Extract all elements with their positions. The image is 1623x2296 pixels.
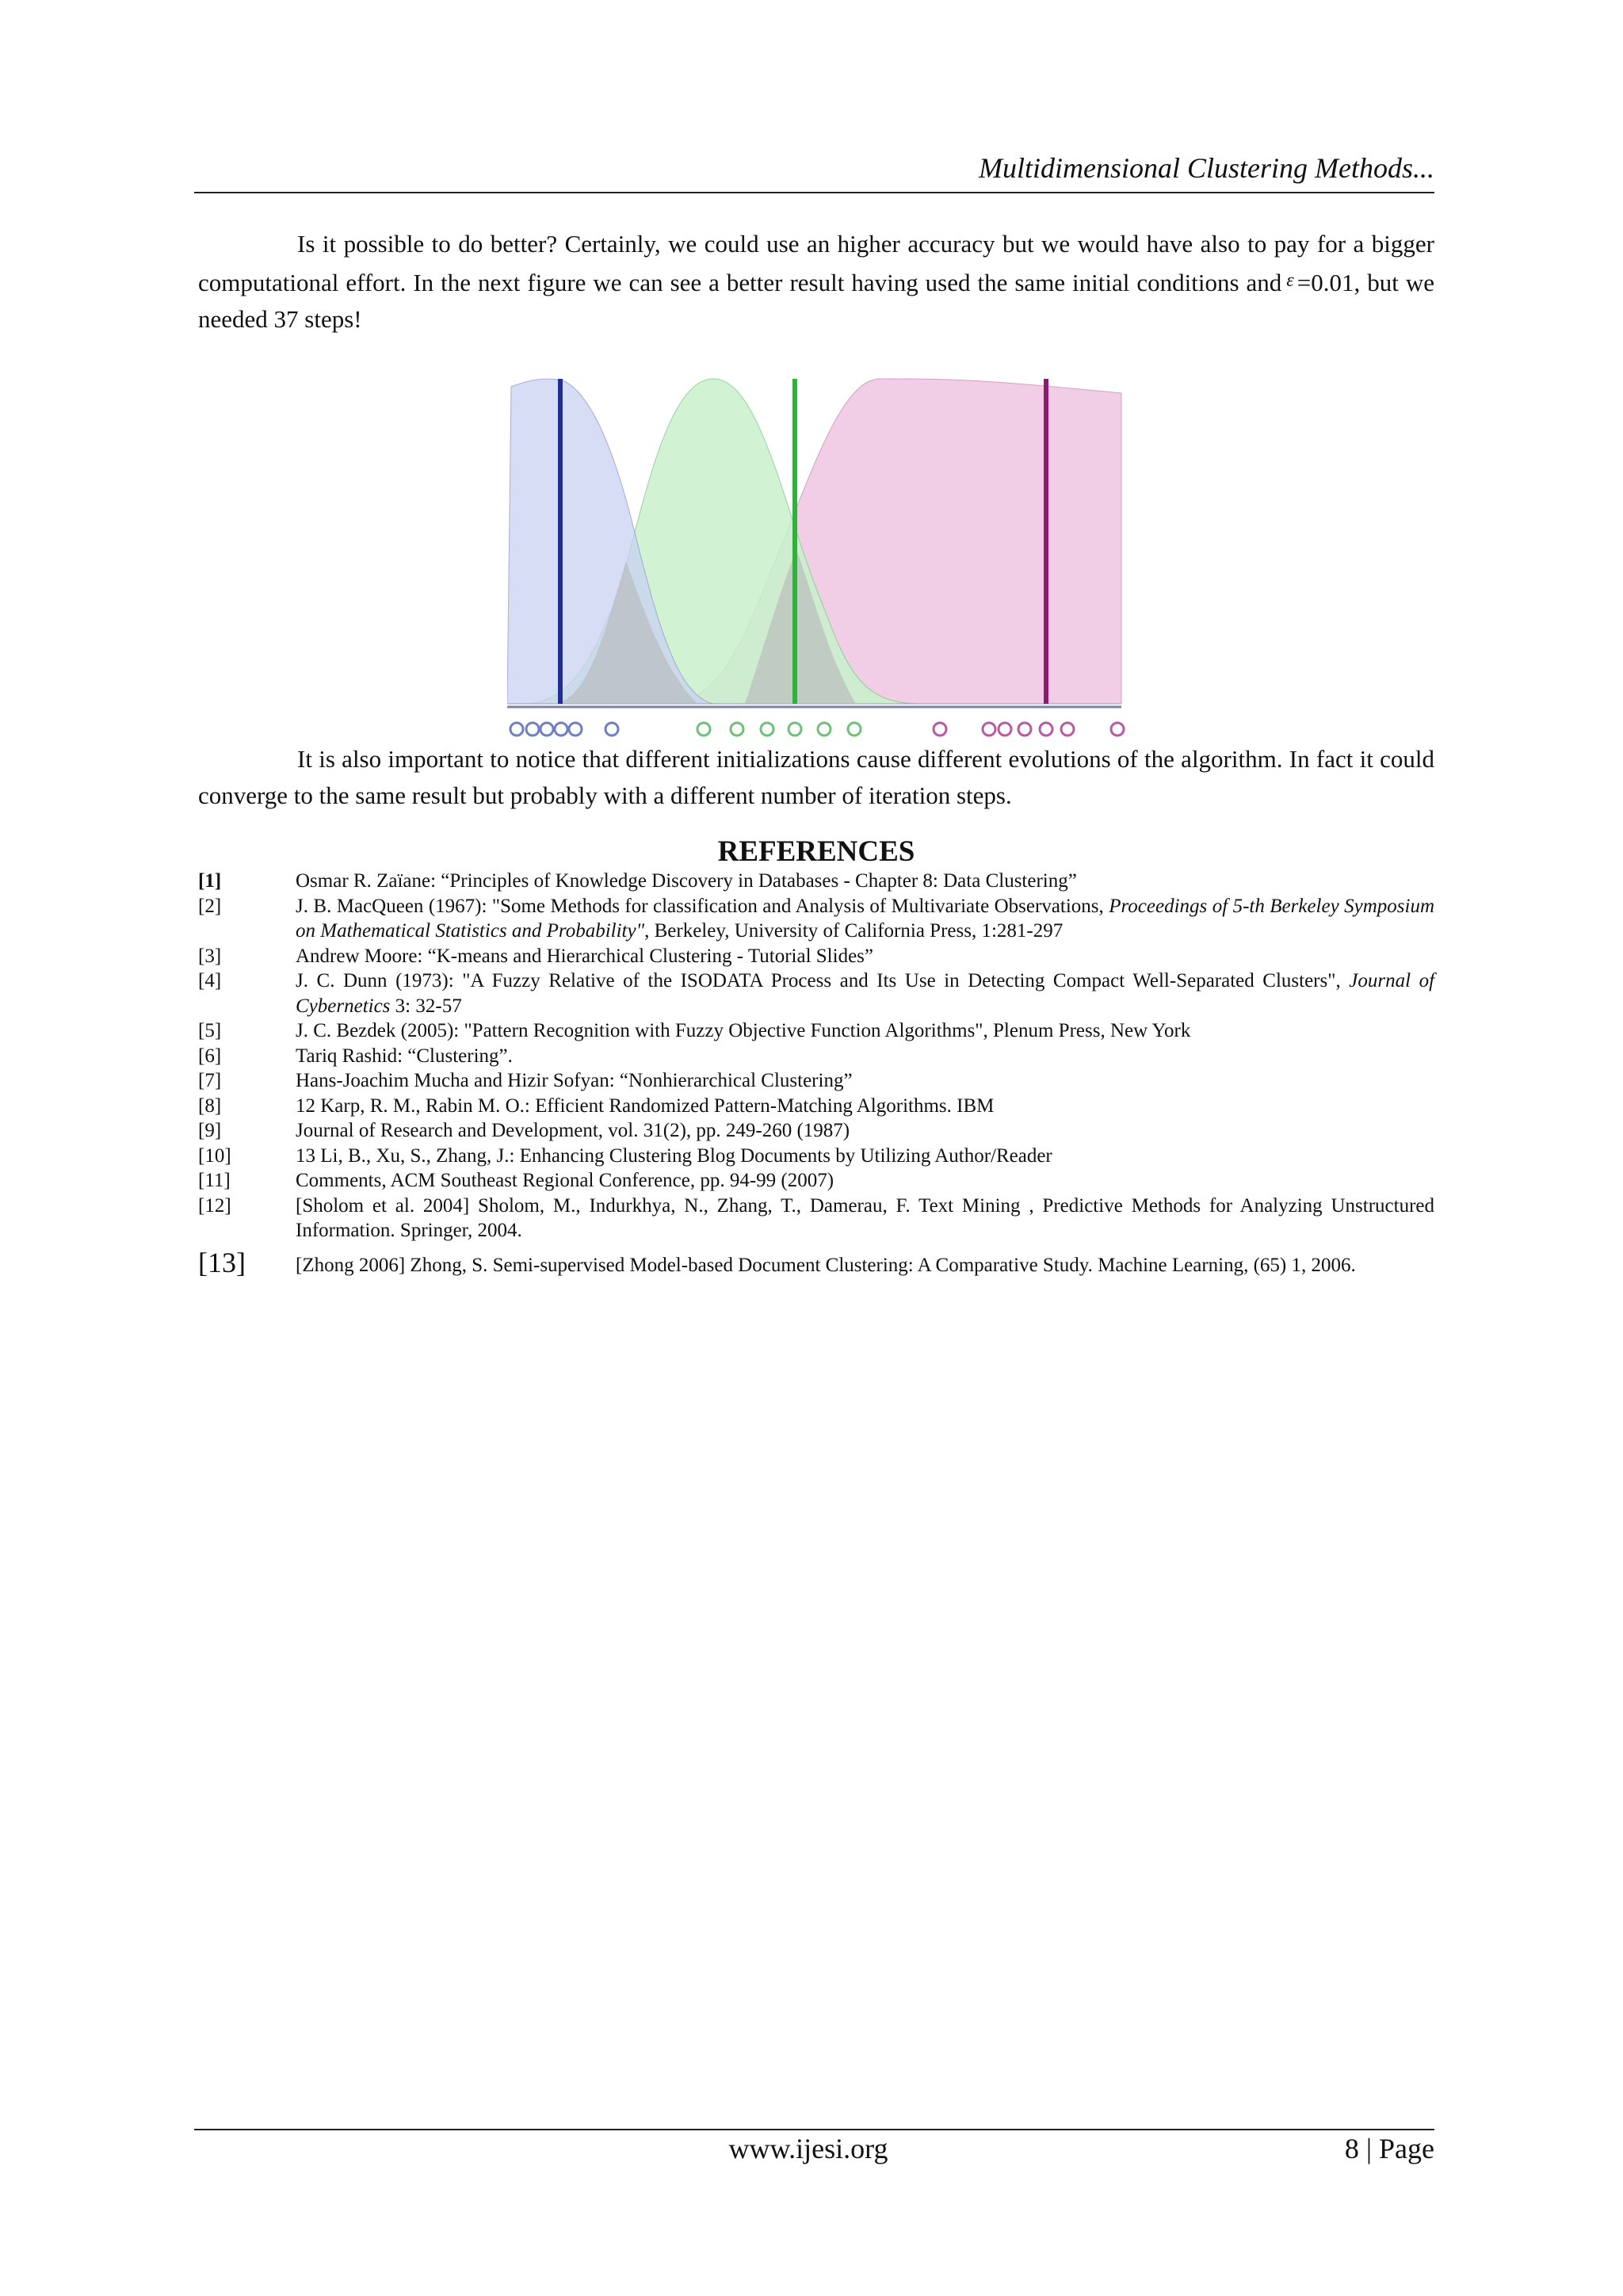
reference-text: 13 Li, B., Xu, S., Zhang, J.: Enhancing Clustering Blog Documents by Utilizing Author/Reader (296, 1144, 1052, 1167)
reference-number: [5] (198, 1020, 222, 1041)
reference-item (198, 869, 1434, 894)
para1-text-after: =0.01, but we needed 37 steps! (198, 269, 1434, 333)
reference-text: Osmar R. Zaïane: “Principles of Knowledge Discovery in Databases - Chapter 8: Data Clustering” (296, 870, 1077, 892)
reference-number: [13] (198, 1246, 246, 1278)
running-header: Multidimensional Clustering Methods... (979, 152, 1434, 184)
reference-number: [1] (198, 870, 222, 892)
data-point (526, 723, 539, 735)
reference-text: Andrew Moore: “K-means and Hierarchical Clustering - Tutorial Slides” (296, 945, 873, 967)
data-point (605, 723, 618, 735)
reference-number: [12] (198, 1194, 231, 1217)
reference-text: [Sholom et al. 2004] Sholom, M., Indurkhya, N., Zhang, T., Damerau, F. Text Mining , Predictive Methods for Analyzing Unstructured Information. Springer, 2004. (296, 1194, 1434, 1241)
reference-number: [6] (198, 1045, 222, 1067)
data-point (818, 723, 831, 735)
reference-text-plain: J. B. MacQueen (1967): "Some Methods for classification and Analysis of Multivariate Observations, (296, 895, 1109, 917)
reference-text: J. C. Bezdek (2005): "Pattern Recognition with Fuzzy Objective Function Algorithms", Plenum Press, New York (296, 1020, 1191, 1041)
para1-text-before: Is it possible to do better? Certainly, we could use an higher accuracy but we would have also to pay for a bigger computational effort. In the next figure we can see a better result having used the same initial conditions and (198, 230, 1434, 296)
footer-page-number: 8 | Page (1344, 2133, 1434, 2164)
reference-number: [11] (198, 1170, 231, 1191)
data-point (761, 723, 773, 735)
reference-number: [4] (198, 970, 222, 991)
reference-text-plain: J. C. Dunn (1973): "A Fuzzy Relative of the ISODATA Process and Its Use in Detecting Compact Well-Separated Clusters", (296, 970, 1350, 991)
reference-text-plain: 3: 32-57 (390, 995, 462, 1017)
data-point (999, 723, 1011, 735)
reference-item (198, 1144, 1434, 1169)
reference-text: [Zhong 2006] Zhong, S. Semi-supervised Model-based Document Clustering: A Comparative Study. Machine Learning, (65) 1, 2006. (296, 1254, 1356, 1276)
data-point (1061, 723, 1074, 735)
reference-number: [7] (198, 1070, 222, 1091)
reference-text-italic: Journal of Cybernetics (296, 970, 1435, 1017)
references-heading: REFERENCES (717, 835, 915, 868)
reference-item (198, 1044, 1434, 1069)
fuzzy-membership-figure (507, 371, 1125, 745)
membership-curves-graphic (507, 371, 1125, 745)
body-paragraph-1 (198, 226, 1434, 338)
reference-item (198, 1244, 1434, 1280)
data-point (983, 723, 995, 735)
reference-text: 12 Karp, R. M., Rabin M. O.: Efficient Randomized Pattern-Matching Algorithms. IBM (296, 1095, 995, 1117)
reference-text: Hans-Joachim Mucha and Hizir Sofyan: “Nonhierarchical Clustering” (296, 1070, 853, 1091)
reference-text: Comments, ACM Southeast Regional Conference, pp. 94-99 (2007) (296, 1170, 834, 1191)
reference-item (198, 1168, 1434, 1194)
reference-number: [8] (198, 1095, 222, 1117)
data-point (540, 723, 553, 735)
reference-number: [10] (198, 1144, 231, 1167)
data-point (569, 723, 582, 735)
reference-text: Tariq Rashid: “Clustering”. (296, 1045, 513, 1067)
cluster1-points (510, 723, 618, 735)
reference-text: Journal of Research and Development, vol. 31(2), pp. 249-260 (1987) (296, 1120, 850, 1141)
reference-item (198, 1094, 1434, 1119)
data-point (697, 723, 710, 735)
reference-number: [2] (198, 895, 222, 917)
data-point (934, 723, 946, 735)
data-point (555, 723, 567, 735)
data-point (789, 723, 801, 735)
reference-item (198, 1068, 1434, 1094)
reference-text-italic: Proceedings of 5-th Berkeley Symposium on Mathematical Statistics and Probability" (296, 895, 1435, 942)
epsilon-symbol: ε (1286, 270, 1294, 291)
reference-text (296, 894, 1434, 944)
reference-number: [9] (198, 1120, 222, 1141)
data-point (1111, 723, 1124, 735)
data-point (1018, 723, 1031, 735)
footer-url: www.ijesi.org (728, 2133, 888, 2164)
references-list (198, 869, 1434, 1280)
reference-text (296, 968, 1434, 1018)
body-paragraph-2: It is also important to notice that different initializations cause different evolutions of the algorithm. In fact it could converge to the same result but probably with a different number of iteration steps. (198, 745, 1434, 809)
cluster3-points (934, 723, 1124, 735)
reference-number: [3] (198, 945, 222, 967)
data-point (1040, 723, 1052, 735)
cluster2-points (697, 723, 861, 735)
reference-item (198, 1118, 1434, 1144)
reference-item (198, 1194, 1434, 1244)
data-point (510, 723, 523, 735)
header-rule (194, 192, 1434, 193)
reference-item (198, 968, 1434, 1018)
reference-item (198, 944, 1434, 969)
data-point (731, 723, 743, 735)
reference-text-plain: , Berkeley, University of California Press, 1:281-297 (644, 920, 1064, 942)
reference-item (198, 894, 1434, 944)
reference-item (198, 1018, 1434, 1044)
data-point (848, 723, 861, 735)
